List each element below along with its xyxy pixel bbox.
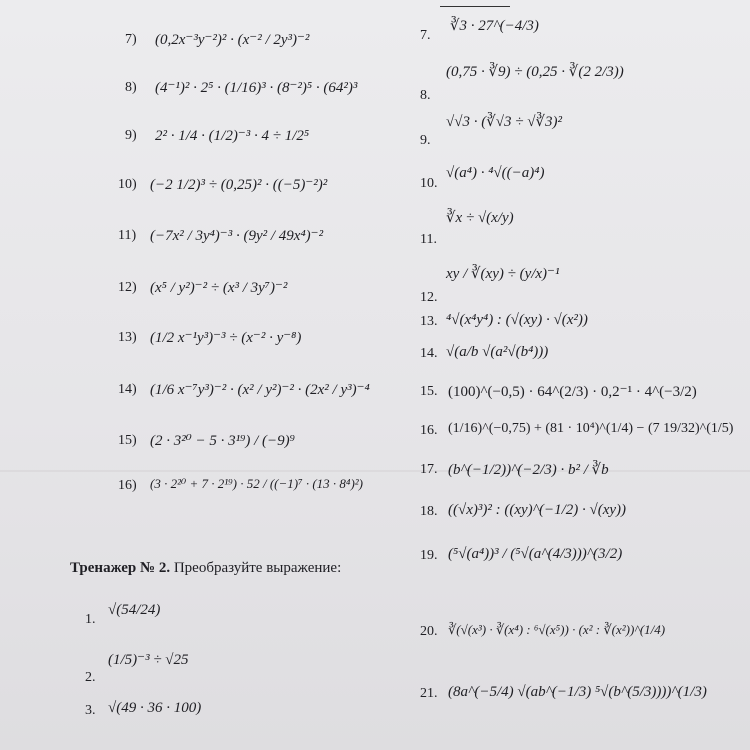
exercise-expression: √(54/24) xyxy=(108,602,161,618)
exercise-number: 14) xyxy=(118,382,137,397)
exercise-expression: (0,75 · ∛9) ÷ (0,25 · ∛(2 2/3)) xyxy=(446,64,624,80)
exercise-expression: 2² · 1/4 · (1/2)⁻³ · 4 ÷ 1/2⁵ xyxy=(155,128,310,144)
cut-off-fraction-bar xyxy=(440,0,510,7)
exercise-expression: ∛x ÷ √(x/y) xyxy=(446,210,514,226)
exercise-number: 11) xyxy=(118,228,137,243)
exercise-expression: (−7x² / 3y⁴)⁻³ · (9y² / 49x⁴)⁻² xyxy=(150,228,324,244)
exercise-number: 2. xyxy=(85,670,96,685)
exercise-expression: √(a⁴) · ⁴√((−a)⁴) xyxy=(446,165,545,181)
exercise-number: 13) xyxy=(118,330,137,345)
exercise-number: 9. xyxy=(420,133,431,148)
exercise-expression: ∛3 · 27^(−4/3) xyxy=(450,18,539,34)
exercise-expression: (0,2x⁻³y⁻²)² · (x⁻² / 2y³)⁻² xyxy=(155,32,310,48)
exercise-number: 12) xyxy=(118,280,137,295)
exercise-expression: ⁴√(x⁴y⁴) : (√(xy) · √(x²)) xyxy=(446,312,588,328)
paper-fold xyxy=(0,470,750,472)
exercise-number: 10) xyxy=(118,177,137,192)
exercise-expression: (x⁵ / y²)⁻² ÷ (x³ / 3y⁷)⁻² xyxy=(150,280,288,296)
exercise-expression: (b^(−1/2))^(−2/3) · b² / ∛b xyxy=(448,462,609,478)
exercise-number: 14. xyxy=(420,346,438,361)
exercise-number: 7. xyxy=(420,28,431,43)
exercise-number: 16. xyxy=(420,423,438,438)
exercise-expression: (1/2 x⁻¹y³)⁻³ ÷ (x⁻² · y⁻⁸) xyxy=(150,330,302,346)
exercise-expression: xy / ∛(xy) ÷ (y/x)⁻¹ xyxy=(446,266,560,282)
exercise-number: 7) xyxy=(125,32,137,47)
exercise-expression: (100)^(−0,5) · 64^(2/3) · 0,2⁻¹ · 4^(−3/2) xyxy=(448,384,697,400)
exercise-expression: (1/6 x⁻⁷y³)⁻² · (x² / y²)⁻² · (2x² / y³)⁻⁴ xyxy=(150,382,370,398)
section-heading xyxy=(70,560,341,577)
exercise-number: 3. xyxy=(85,703,96,718)
exercise-number: 17. xyxy=(420,462,438,477)
exercise-number: 15) xyxy=(118,433,137,448)
exercise-number: 20. xyxy=(420,624,438,639)
exercise-number: 18. xyxy=(420,504,438,519)
exercise-number: 21. xyxy=(420,686,438,701)
exercise-number: 1. xyxy=(85,612,96,627)
exercise-expression: ∛(√(x³) · ∛(x⁴) : ⁶√(x⁵)) · (x² : ∛(x²))^(1/4) xyxy=(448,622,666,637)
section-heading-text: Преобразуйте выражение: xyxy=(170,560,342,576)
exercise-expression: (3 · 2²⁰ + 7 · 2¹⁹) · 52 / ((−1)⁷ · (13 · 8⁴)²) xyxy=(150,476,364,491)
exercise-expression: √(a/b √(a²√(b⁴))) xyxy=(446,344,549,360)
exercise-number: 10. xyxy=(420,176,438,191)
exercise-expression: (4⁻¹)² · 2⁵ · (1/16)³ · (8⁻²)⁵ · (64²)³ xyxy=(155,80,358,96)
exercise-number: 12. xyxy=(420,290,438,305)
exercise-expression: √√3 · (∛√3 ÷ √∛3)² xyxy=(446,114,563,130)
exercise-expression: (⁵√(a⁴))³ / (⁵√(a^(4/3)))^(3/2) xyxy=(448,546,623,562)
exercise-number: 15. xyxy=(420,384,438,399)
exercise-expression: (1/16)^(−0,75) + (81 · 10⁴)^(1/4) − (7 19/32)^(1/5) xyxy=(448,421,734,436)
exercise-expression: (2 · 3²⁰ − 5 · 3¹⁹) / (−9)⁹ xyxy=(150,433,295,449)
exercise-expression: (1/5)⁻³ ÷ √25 xyxy=(108,652,189,668)
exercise-number: 8. xyxy=(420,88,431,103)
exercise-expression: ((√x)³)² : ((xy)^(−1/2) · √(xy)) xyxy=(448,502,627,518)
exercise-number: 9) xyxy=(125,128,137,143)
exercise-number: 13. xyxy=(420,314,438,329)
exercise-expression: √(49 · 36 · 100) xyxy=(108,700,202,716)
section-heading-bold: Тренажер № 2. xyxy=(70,560,171,576)
exercise-number: 11. xyxy=(420,232,437,247)
exercise-number: 8) xyxy=(125,80,137,95)
exercise-number: 19. xyxy=(420,548,438,563)
exercise-expression: (−2 1/2)³ ÷ (0,25)² · ((−5)⁻²)² xyxy=(150,177,328,193)
exercise-number: 16) xyxy=(118,478,137,493)
exercise-expression: (8a^(−5/4) √(ab^(−1/3) ⁵√(b^(5/3))))^(1/3) xyxy=(448,684,707,700)
